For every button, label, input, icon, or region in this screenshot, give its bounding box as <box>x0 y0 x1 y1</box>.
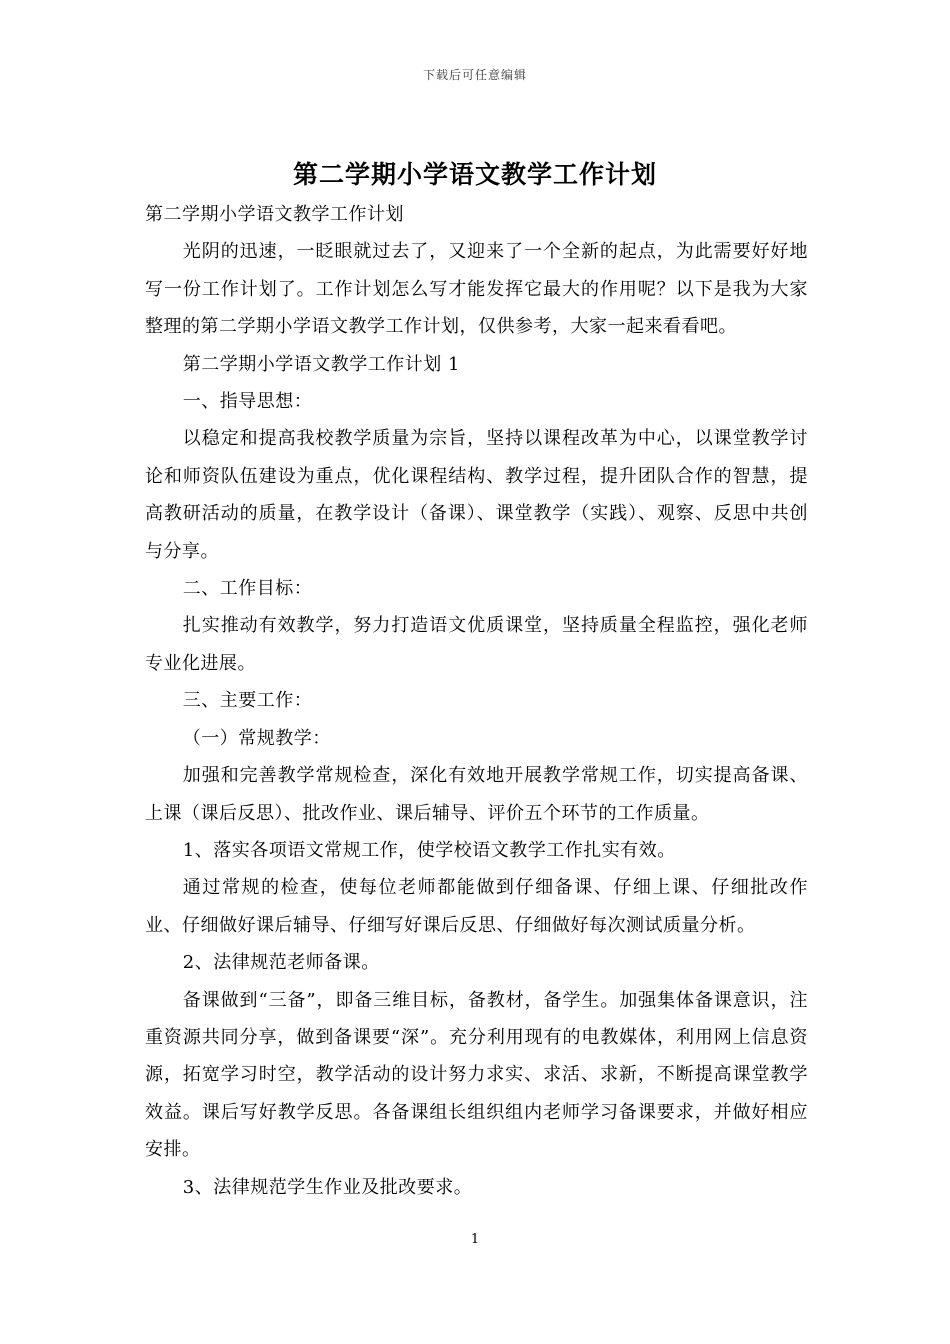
section-heading-work-goals: 二、工作目标： <box>182 578 313 600</box>
section-heading-main-work: 三、主要工作： <box>182 690 313 712</box>
list-item-1: 1、落实各项语文常规工作，使学校语文教学工作扎实有效。 <box>182 839 676 861</box>
paragraph-routine-teaching: 加强和完善教学常规检查，深化有效地开展教学常规工作，切实提高备课、上课（课后反思）、批改作业、课后辅导、评价五个环节的工作质量。 <box>145 765 808 824</box>
paragraph-subtitle: 第二学期小学语文教学工作计划 <box>145 204 404 225</box>
document-body <box>145 196 808 1206</box>
header-note: 下载后可任意编辑 <box>422 68 527 82</box>
paragraph-lesson-prep: 备课做到“三备”，即备三维目标，备教材，备学生。加强集体备课意识，注重资源共同分享，做到备课要“深”。充分利用现有的电教媒体，利用网上信息资源，拓宽学习时空，教学活动的设计努力求实、求活、求新，不断提高课堂教学效益。课后写好教学反思。各备课组长组织组内老师学习备课要求，并做好相应安排。 <box>145 989 808 1161</box>
document-title: 第二学期小学语文教学工作计划 <box>292 160 657 189</box>
section-heading-guiding-thought: 一、指导思想： <box>182 391 313 413</box>
list-item-3: 3、法律规范学生作业及批改要求。 <box>182 1176 473 1198</box>
list-item-2: 2、法律规范老师备课。 <box>182 952 380 974</box>
subsection-heading-routine-teaching: （一）常规教学： <box>182 727 331 749</box>
paragraph-intro: 光阴的迅速，一眨眼就过去了，又迎来了一个全新的起点，为此需要好好地写一份工作计划了。工作计划怎么写才能发挥它最大的作用呢？以下是我为大家整理的第二学期小学语文教学工作计划，仅供参考，大家一起来看看吧。 <box>145 241 808 338</box>
page-number: 1 <box>470 1232 480 1247</box>
paragraph-routine-check: 通过常规的检查，使每位老师都能做到仔细备课、仔细上课、仔细批改作业、仔细做好课后辅导、仔细写好课后反思、仔细做好每次测试质量分析。 <box>145 877 808 936</box>
paragraph-guiding-thought: 以稳定和提高我校教学质量为宗旨，坚持以课程改革为中心，以课堂教学讨论和师资队伍建设为重点，优化课程结构、教学过程，提升团队合作的智慧，提高教研活动的质量，在教学设计（备课）、课堂教学（实践）、观察、反思中共创与分享。 <box>145 428 808 562</box>
paragraph-plan-heading: 第二学期小学语文教学工作计划 1 <box>182 353 460 375</box>
paragraph-work-goals: 扎实推动有效教学，努力打造语文优质课堂，坚持质量全程监控，强化老师专业化进展。 <box>145 615 808 674</box>
